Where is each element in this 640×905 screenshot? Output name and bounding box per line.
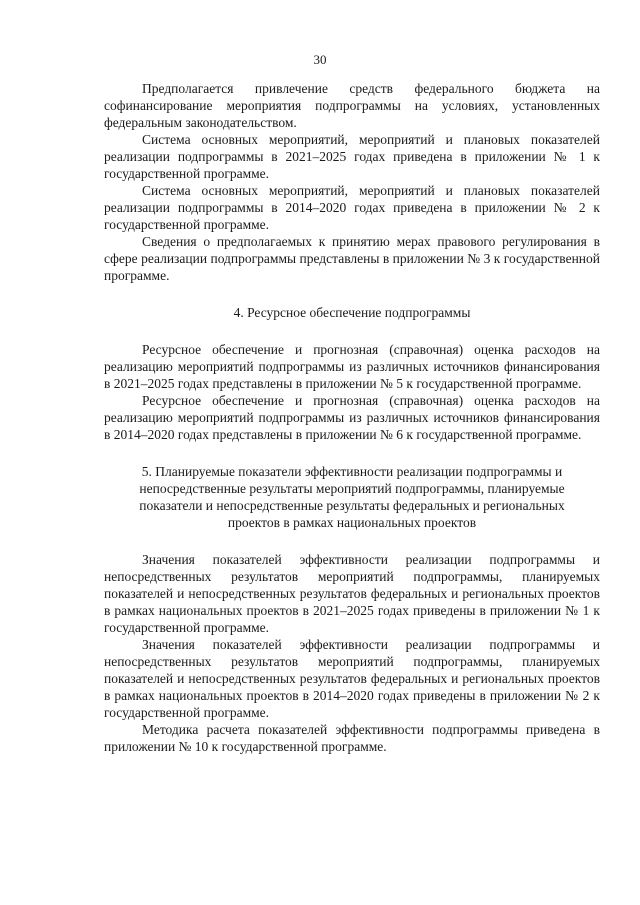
paragraph-indicators-2021-2025: Значения показателей эффективности реализации подпрограммы и непосредственных результатов мероприятий подпрограммы, планируемых показателей и непосредственных результатов федеральных и региональных проектов в рамках национальных проектов в 2021–2025 годах приведены в приложении № 1 к государственной программе.	[104, 552, 600, 635]
paragraph-federal-budget: Предполагается привлечение средств федерального бюджета на софинансирование мероприятия подпрограммы на условиях, установленных федеральным законодательством.	[104, 81, 600, 130]
paragraph-methodology: Методика расчета показателей эффективности подпрограммы приведена в приложении № 10 к государственной программе.	[104, 722, 600, 754]
section-4-heading: 4. Ресурсное обеспечение подпрограммы	[233, 305, 471, 320]
paragraph-measures-2021-2025: Система основных мероприятий, мероприятий и плановых показателей реализации подпрограммы в 2021–2025 годах приведена в приложении № 1 к государственной программе.	[104, 132, 600, 181]
page-content	[104, 80, 600, 755]
paragraph-measures-2014-2020: Система основных мероприятий, мероприятий и плановых показателей реализации подпрограммы в 2014–2020 годах приведена в приложении № 2 к государственной программе.	[104, 183, 600, 232]
page-number: 30	[313, 52, 327, 67]
paragraph-resources-2021-2025: Ресурсное обеспечение и прогнозная (справочная) оценка расходов на реализацию мероприятий подпрограммы из различных источников финансирования в 2021–2025 годах представлены в приложении № 5 к государственной программе.	[104, 342, 600, 391]
section-5-heading: 5. Планируемые показатели эффективности реализации подпрограммы и непосредственные результаты мероприятий подпрограммы, планируемые показатели и непосредственные результаты федеральных и региональных проектов в рамках национальных проектов	[139, 464, 565, 530]
paragraph-indicators-2014-2020: Значения показателей эффективности реализации подпрограммы и непосредственных результатов мероприятий подпрограммы, планируемых показателей и непосредственных результатов федеральных и региональных проектов в рамках национальных проектов в 2014–2020 годах приведены в приложении № 2 к государственной программе.	[104, 637, 600, 720]
paragraph-resources-2014-2020: Ресурсное обеспечение и прогнозная (справочная) оценка расходов на реализацию мероприятий подпрограммы из различных источников финансирования в 2014–2020 годах представлены в приложении № 6 к государственной программе.	[104, 393, 600, 442]
paragraph-legal-regulation: Сведения о предполагаемых к принятию мерах правового регулирования в сфере реализации подпрограммы представлены в приложении № 3 к государственной программе.	[104, 234, 600, 283]
